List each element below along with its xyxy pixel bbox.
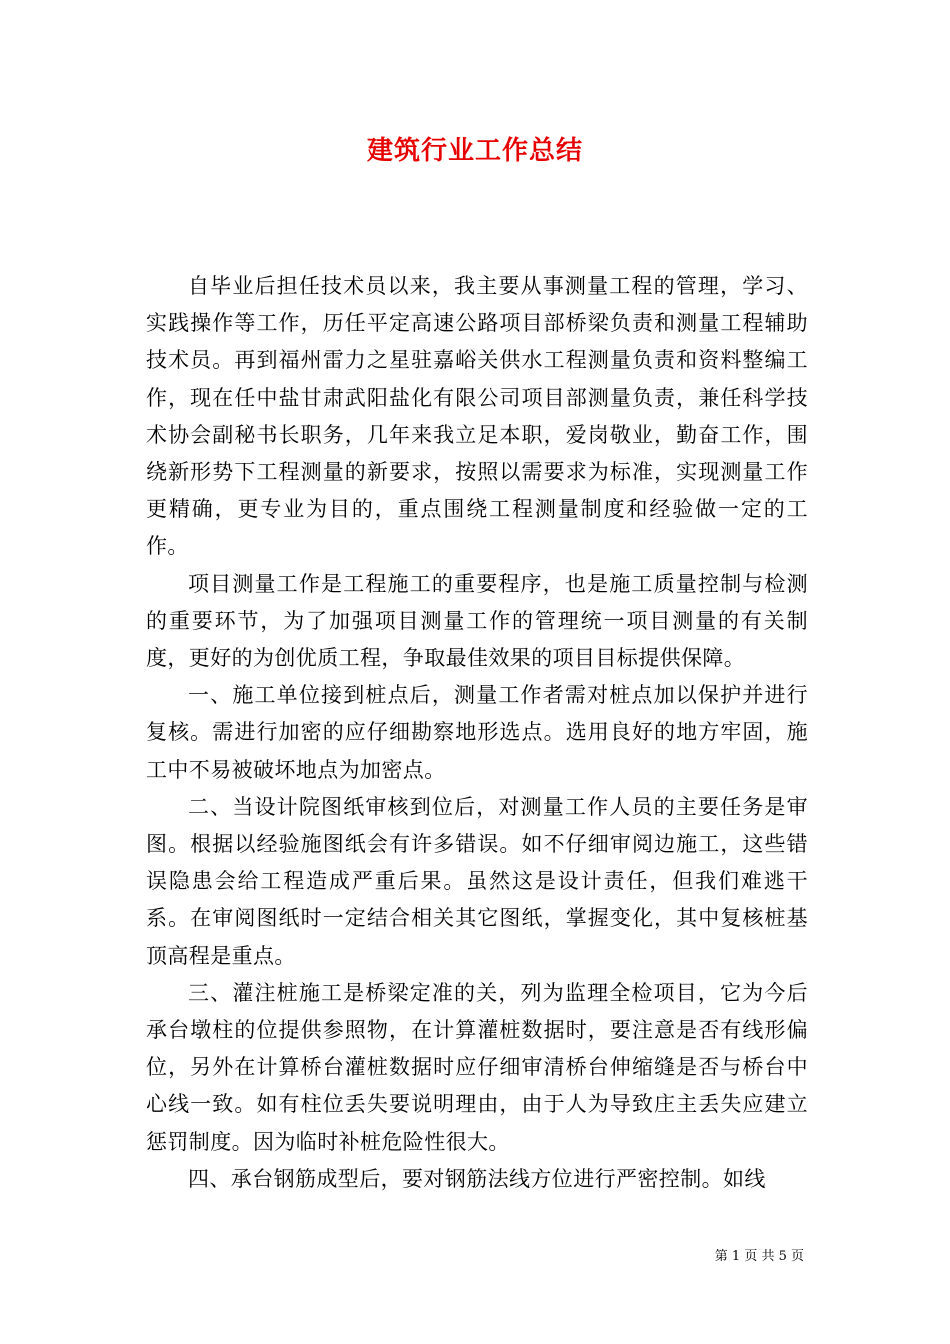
- paragraph: 二、当设计院图纸审核到位后，对测量工作人员的主要任务是审图。根据以经验施图纸会有许多错误。如不仔细审阅边施工，这些错误隐患会给工程造成严重后果。虽然这是设计责任，但我们难逃干系。在审阅图纸时一定结合相关其它图纸，掌握变化，其中复核桩基顶高程是重点。: [146, 794, 808, 968]
- page-number: 第 1 页 共 5 页: [714, 1249, 804, 1264]
- paragraph: 四、承台钢筋成型后，要对钢筋法线方位进行严密控制。如线: [188, 1166, 766, 1191]
- paragraph: 三、灌注桩施工是桥梁定准的关，列为监理全检项目，它为今后承台墩柱的位提供参照物，在计算灌桩数据时，要注意是否有线形偏位，另外在计算桥台灌桩数据时应仔细审清桥台伸缩缝是否与桥台中心线一致。如有柱位丢失要说明理由，由于人为导致庄主丢失应建立惩罚制度。因为临时补桩危险性很大。: [146, 980, 808, 1154]
- paragraph: 自毕业后担任技术员以来，我主要从事测量工程的管理，学习、实践操作等工作，历任平定高速公路项目部桥梁负责和测量工程辅助技术员。再到福州雷力之星驻嘉峪关供水工程测量负责和资料整编工作，现在任中盐甘肃武阳盐化有限公司项目部测量负责，兼任科学技术协会副秘书长职务，几年来我立足本职，爱岗敬业，勤奋工作，围绕新形势下工程测量的新要求，按照以需要求为标准，实现测量工作更精确，更专业为目的，重点围绕工程测量制度和经验做一定的工作。: [146, 274, 808, 559]
- document-body: [146, 268, 808, 1198]
- paragraph: 项目测量工作是工程施工的重要程序，也是施工质量控制与检测的重要环节，为了加强项目测量工作的管理统一项目测量的有关制度，更好的为创优质工程，争取最佳效果的项目目标提供保障。: [146, 571, 808, 671]
- paragraph: 一、施工单位接到桩点后，测量工作者需对桩点加以保护并进行复核。需进行加密的应仔细勘察地形选点。选用良好的地方牢固，施工中不易被破坏地点为加密点。: [146, 683, 808, 782]
- page-title: 建筑行业工作总结: [366, 136, 583, 166]
